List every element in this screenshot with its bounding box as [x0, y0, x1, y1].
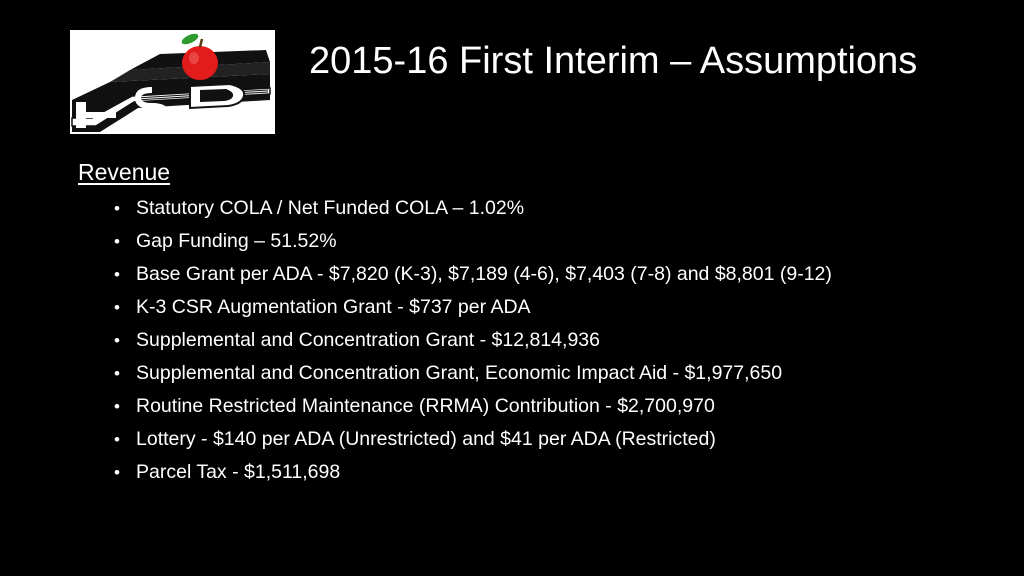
- section-heading-revenue: Revenue: [78, 159, 171, 185]
- bullet-icon: •: [114, 364, 120, 383]
- list-item-text: Base Grant per ADA - $7,820 (K-3), $7,189 (4-6), $7,403 (7-8) and $8,801 (9-12): [136, 263, 832, 285]
- revenue-assumptions-list: [114, 194, 934, 491]
- district-logo: [70, 30, 275, 134]
- list-item: [114, 359, 934, 388]
- bullet-icon: •: [114, 331, 120, 350]
- list-item-text: K-3 CSR Augmentation Grant - $737 per ADA: [136, 296, 531, 318]
- list-item: [114, 194, 934, 223]
- list-item: [114, 293, 934, 322]
- bullet-icon: •: [114, 232, 120, 251]
- bullet-icon: •: [114, 463, 120, 482]
- list-item-text: Lottery - $140 per ADA (Unrestricted) and $41 per ADA (Restricted): [136, 428, 716, 450]
- bullet-icon: •: [114, 298, 120, 317]
- book-apple-logo-icon: [70, 30, 275, 134]
- list-item-text: Gap Funding – 51.52%: [136, 230, 337, 252]
- list-item: [114, 458, 934, 487]
- bullet-icon: •: [114, 430, 120, 449]
- list-item-text: Statutory COLA / Net Funded COLA – 1.02%: [136, 197, 525, 219]
- bullet-icon: •: [114, 265, 120, 284]
- list-item: [114, 260, 934, 289]
- list-item-text: Parcel Tax - $1,511,698: [136, 461, 341, 483]
- list-item-text: Routine Restricted Maintenance (RRMA) Contribution - $2,700,970: [136, 395, 715, 417]
- list-item: [114, 326, 934, 355]
- list-item-text: Supplemental and Concentration Grant, Economic Impact Aid - $1,977,650: [136, 362, 783, 384]
- list-item: [114, 425, 934, 454]
- list-item: [114, 392, 934, 421]
- page-title: 2015-16 First Interim – Assumptions: [309, 40, 918, 82]
- bullet-icon: •: [114, 397, 120, 416]
- list-item: [114, 227, 934, 256]
- bullet-icon: •: [114, 199, 120, 218]
- list-item-text: Supplemental and Concentration Grant - $12,814,936: [136, 329, 600, 351]
